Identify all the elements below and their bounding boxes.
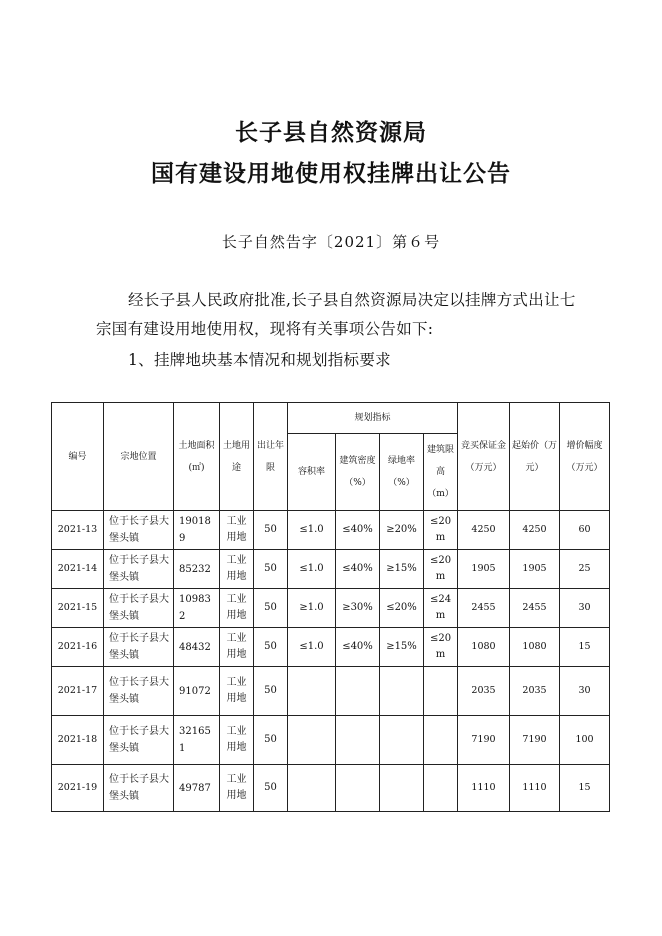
cell-increment: 60 bbox=[560, 511, 610, 550]
header-far: 容积率 bbox=[288, 434, 336, 511]
table-row bbox=[52, 550, 610, 589]
cell-term: 50 bbox=[254, 765, 288, 812]
cell-far bbox=[288, 667, 336, 716]
header-density: 建筑密度（%） bbox=[336, 434, 380, 511]
cell-area: 190189 bbox=[174, 511, 220, 550]
cell-density: ≥30% bbox=[336, 589, 380, 628]
cell-deposit: 1110 bbox=[458, 765, 510, 812]
header-green: 绿地率（%） bbox=[380, 434, 424, 511]
cell-start-price: 1905 bbox=[510, 550, 560, 589]
cell-green: ≥15% bbox=[380, 550, 424, 589]
cell-start-price: 1110 bbox=[510, 765, 560, 812]
cell-deposit: 1905 bbox=[458, 550, 510, 589]
cell-area: 91072 bbox=[174, 667, 220, 716]
cell-far bbox=[288, 765, 336, 812]
header-location: 宗地位置 bbox=[104, 403, 174, 511]
header-increment: 增价幅度（万元） bbox=[560, 403, 610, 511]
cell-location: 位于长子县大堡头镇 bbox=[104, 550, 174, 589]
cell-id: 2021-14 bbox=[52, 550, 104, 589]
cell-green bbox=[380, 667, 424, 716]
intro-paragraph bbox=[96, 286, 576, 344]
cell-use: 工业用地 bbox=[220, 667, 254, 716]
cell-density bbox=[336, 716, 380, 765]
cell-green: ≥20% bbox=[380, 511, 424, 550]
cell-start-price: 2035 bbox=[510, 667, 560, 716]
cell-increment: 25 bbox=[560, 550, 610, 589]
cell-use: 工业用地 bbox=[220, 589, 254, 628]
table-row bbox=[52, 511, 610, 550]
cell-area: 85232 bbox=[174, 550, 220, 589]
cell-start-price: 7190 bbox=[510, 716, 560, 765]
cell-increment: 15 bbox=[560, 628, 610, 667]
cell-far bbox=[288, 716, 336, 765]
cell-area: 48432 bbox=[174, 628, 220, 667]
parcel-table bbox=[51, 402, 610, 812]
table-row bbox=[52, 765, 610, 812]
cell-location: 位于长子县大堡头镇 bbox=[104, 628, 174, 667]
cell-density bbox=[336, 667, 380, 716]
header-deposit: 竞买保证金（万元） bbox=[458, 403, 510, 511]
cell-increment: 15 bbox=[560, 765, 610, 812]
header-id: 编号 bbox=[52, 403, 104, 511]
cell-location: 位于长子县大堡头镇 bbox=[104, 589, 174, 628]
cell-green bbox=[380, 765, 424, 812]
cell-increment: 100 bbox=[560, 716, 610, 765]
cell-start-price: 4250 bbox=[510, 511, 560, 550]
document-number: 长子自然告字〔2021〕第６号 bbox=[221, 233, 441, 251]
cell-density: ≤40% bbox=[336, 550, 380, 589]
cell-use: 工业用地 bbox=[220, 511, 254, 550]
table-row bbox=[52, 628, 610, 667]
cell-location: 位于长子县大堡头镇 bbox=[104, 511, 174, 550]
cell-deposit: 4250 bbox=[458, 511, 510, 550]
cell-height bbox=[424, 667, 458, 716]
intro-paragraph-text: 经长子县人民政府批准,长子县自然资源局决定以挂牌方式出让七宗国有建设用地使用权，现将有关事项公告如下: bbox=[96, 291, 576, 338]
cell-deposit: 2035 bbox=[458, 667, 510, 716]
cell-use: 工业用地 bbox=[220, 628, 254, 667]
table-row bbox=[52, 716, 610, 765]
cell-height bbox=[424, 765, 458, 812]
table-header-row-1 bbox=[52, 403, 610, 434]
cell-use: 工业用地 bbox=[220, 716, 254, 765]
cell-far: ≤1.0 bbox=[288, 511, 336, 550]
cell-id: 2021-18 bbox=[52, 716, 104, 765]
cell-term: 50 bbox=[254, 511, 288, 550]
cell-green bbox=[380, 716, 424, 765]
cell-start-price: 2455 bbox=[510, 589, 560, 628]
cell-id: 2021-16 bbox=[52, 628, 104, 667]
cell-far: ≤1.0 bbox=[288, 628, 336, 667]
header-use: 土地用途 bbox=[220, 403, 254, 511]
cell-location: 位于长子县大堡头镇 bbox=[104, 667, 174, 716]
cell-term: 50 bbox=[254, 550, 288, 589]
section-heading: 1、挂牌地块基本情况和规划指标要求 bbox=[128, 351, 391, 369]
cell-use: 工业用地 bbox=[220, 550, 254, 589]
cell-density: ≤40% bbox=[336, 628, 380, 667]
cell-far: ≤1.0 bbox=[288, 550, 336, 589]
header-height: 建筑限高（m） bbox=[424, 434, 458, 511]
cell-green: ≥15% bbox=[380, 628, 424, 667]
document-title-line1: 长子县自然资源局 bbox=[235, 119, 427, 146]
header-term: 出让年限 bbox=[254, 403, 288, 511]
cell-height: ≤24m bbox=[424, 589, 458, 628]
cell-far: ≥1.0 bbox=[288, 589, 336, 628]
cell-location: 位于长子县大堡头镇 bbox=[104, 716, 174, 765]
cell-height: ≤20m bbox=[424, 511, 458, 550]
cell-id: 2021-13 bbox=[52, 511, 104, 550]
document-title-line2: 国有建设用地使用权挂牌出让公告 bbox=[151, 160, 511, 187]
cell-deposit: 7190 bbox=[458, 716, 510, 765]
cell-term: 50 bbox=[254, 589, 288, 628]
cell-height: ≤20m bbox=[424, 550, 458, 589]
header-planning: 规划指标 bbox=[288, 403, 458, 434]
cell-id: 2021-19 bbox=[52, 765, 104, 812]
cell-area: 49787 bbox=[174, 765, 220, 812]
cell-density: ≤40% bbox=[336, 511, 380, 550]
cell-term: 50 bbox=[254, 628, 288, 667]
cell-use: 工业用地 bbox=[220, 765, 254, 812]
table-row bbox=[52, 667, 610, 716]
header-start-price: 起始价（万元） bbox=[510, 403, 560, 511]
cell-deposit: 2455 bbox=[458, 589, 510, 628]
cell-start-price: 1080 bbox=[510, 628, 560, 667]
cell-area: 109832 bbox=[174, 589, 220, 628]
table-row bbox=[52, 589, 610, 628]
cell-green: ≤20% bbox=[380, 589, 424, 628]
cell-term: 50 bbox=[254, 716, 288, 765]
cell-id: 2021-17 bbox=[52, 667, 104, 716]
cell-density bbox=[336, 765, 380, 812]
cell-height: ≤20m bbox=[424, 628, 458, 667]
header-area: 土地面积(㎡) bbox=[174, 403, 220, 511]
cell-id: 2021-15 bbox=[52, 589, 104, 628]
cell-height bbox=[424, 716, 458, 765]
cell-increment: 30 bbox=[560, 589, 610, 628]
cell-term: 50 bbox=[254, 667, 288, 716]
cell-location: 位于长子县大堡头镇 bbox=[104, 765, 174, 812]
cell-deposit: 1080 bbox=[458, 628, 510, 667]
cell-increment: 30 bbox=[560, 667, 610, 716]
cell-area: 321651 bbox=[174, 716, 220, 765]
